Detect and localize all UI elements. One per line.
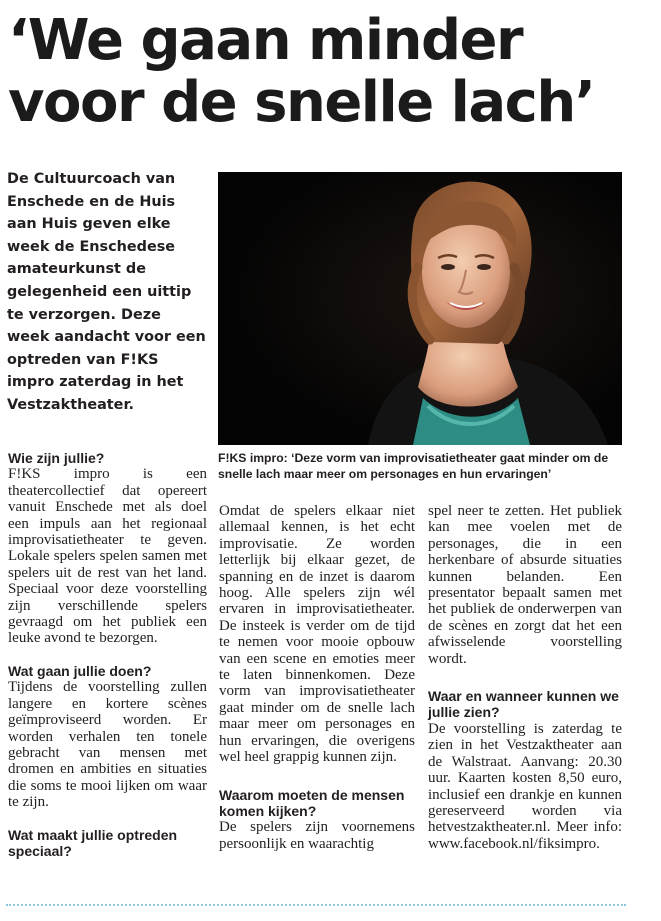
dotted-divider: [6, 904, 626, 906]
section-heading: Wat maakt jullie optreden speciaal?: [8, 826, 178, 859]
headline-line-2: voor de snelle lach’: [8, 70, 595, 135]
photo-caption: F!KS impro: ‘Deze vorm van improvisatietheater gaat minder om de snelle lach maar meer om personages en hun ervaringen’: [218, 451, 609, 481]
section-heading: Waarom moeten de mensen komen kijken?: [219, 786, 405, 819]
section-body: Omdat de spelers elkaar niet allemaal kennen, is het echt improvisatie. Ze worden letterlijk bij elkaar gezet, de spanning en de inzet is daarom hoog. Alle spelers zijn wél ervaren in improvisatietheater. De insteek is verder om de tijd te nemen voor mooie opbouw van een scene en emoties meer te laten binnenkomen. Deze vorm van improvisatietheater gaat minder om de snelle lach maar meer om personages en hun ervaringen, die overigens wel heel grappig kunnen zijn.: [219, 503, 415, 766]
section-body: De spelers zijn voornemens persoonlijk en waarachtig: [219, 819, 415, 852]
article-headline: [8, 10, 658, 134]
section-heading: Wie zijn jullie?: [8, 450, 105, 466]
article-column-3: [428, 503, 622, 852]
headline-line-1: ‘We gaan minder: [8, 8, 523, 73]
section-body: spel neer te zetten. Het publiek kan mee voelen met de personages, die in een herkenbare of absurde situaties kunnen belanden. Een presentator bepaalt samen met het publiek de onderwerpen van de scènes en zorgt dat het een afwisselende voorstelling wordt.: [428, 503, 622, 667]
article-intro: De Cultuurcoach van Enschede en de Huis aan Huis geven elke week de Enschedese amateurkunst de gelegenheid een uittip te verzorgen. Deze week aandacht voor een optreden van F!KS impro zaterdag in het Vestzaktheater.: [7, 171, 206, 413]
article-column-2: [219, 503, 415, 852]
section-heading: Wat gaan jullie doen?: [8, 662, 152, 679]
section-body: De voorstelling is zaterdag te zien in het Vestzaktheater aan de Walstraat. Aanvang: 20.30 uur. Kaarten kosten 8,50 euro, inclusief een drankje en kunnen gereserveerd worden via hetvestzaktheater.nl. Meer info: www.facebook.nl/fiksimpro.: [428, 720, 622, 852]
section-body: Tijdens de voorstelling zullen langere en kortere scènes geïmproviseerd worden. Er worden verhalen ten tonele gebracht van mensen met dromen en ambities en situaties die soms te mooi lijken om waar te zijn.: [8, 679, 207, 811]
section-heading: Waar en wanneer kunnen we jullie zien?: [428, 688, 619, 721]
section-body: F!KS impro is een theatercollectief dat opereert vanuit Enschede met als doel een impuls aan het regionaal improvisatietheater te geven. Lokale spelers spelen samen met spelers uit de rest van het land. Speciaal voor deze voorstelling zijn verschillende spelers gevraagd om het publiek een leuke avond te bezorgen.: [8, 466, 207, 647]
article-column-1: [8, 450, 207, 859]
portrait-photo: [218, 172, 622, 445]
